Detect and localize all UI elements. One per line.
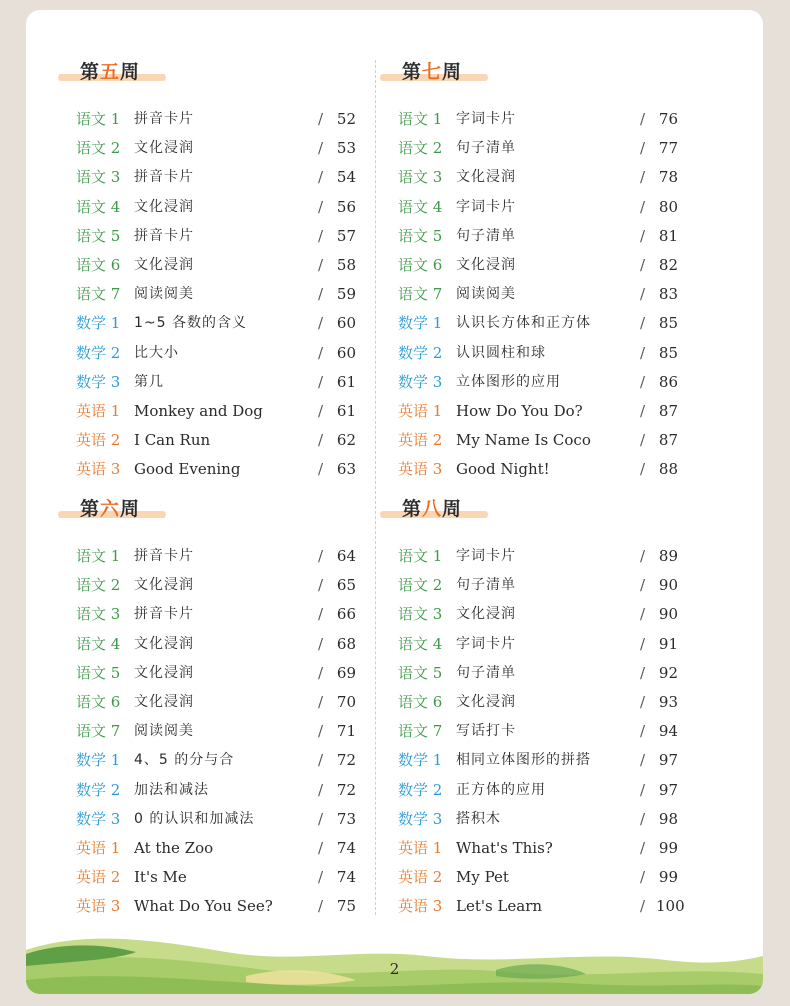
page-separator: /	[640, 780, 646, 799]
entry-title: 阅读阅美	[456, 286, 516, 303]
toc-entry[interactable]	[398, 691, 688, 713]
subject-label: 数学 1	[398, 751, 443, 770]
subject-label: 语文 5	[76, 663, 121, 682]
entry-title: 文化浸润	[134, 140, 194, 157]
week-heading-highlight	[402, 57, 462, 84]
subject-label: 英语 3	[76, 460, 121, 479]
week-suffix: 周	[442, 61, 463, 83]
toc-entry[interactable]	[76, 429, 366, 451]
page-ref: 82	[658, 256, 678, 274]
subject-label: 语文 2	[398, 139, 443, 158]
page-separator: /	[318, 197, 324, 216]
entry-title: 立体图形的应用	[456, 373, 561, 390]
toc-entry[interactable]	[398, 779, 688, 801]
week-heading-highlight	[402, 494, 462, 521]
entry-title: 字词卡片	[456, 198, 516, 215]
toc-entry[interactable]	[76, 400, 366, 422]
page-separator: /	[640, 343, 646, 362]
entry-title: How Do You Do?	[456, 402, 583, 420]
entry-title: 文化浸润	[134, 257, 194, 273]
page-ref: 53	[336, 139, 356, 158]
toc-entry[interactable]	[76, 633, 366, 655]
page-ref: 72	[336, 780, 356, 799]
subject-label: 语文 3	[76, 605, 121, 624]
subject-label: 数学 1	[398, 314, 443, 333]
toc-entry[interactable]	[76, 108, 366, 130]
page-separator: /	[318, 897, 324, 916]
page-ref: 98	[658, 809, 678, 828]
entry-title: 0 的认识和加减法	[134, 810, 255, 827]
page-separator: /	[318, 868, 324, 887]
subject-label: 语文 6	[76, 256, 121, 274]
page-separator: /	[640, 576, 646, 595]
entry-title: Let's Learn	[456, 897, 543, 916]
page-separator: /	[640, 197, 646, 216]
page-separator: /	[640, 722, 646, 741]
entry-title: 字词卡片	[456, 635, 516, 652]
page-ref: 73	[336, 809, 356, 828]
toc-entry[interactable]	[76, 254, 366, 276]
toc-entry[interactable]	[398, 720, 688, 742]
page-ref: 56	[336, 197, 356, 216]
subject-label: 语文 3	[398, 605, 443, 624]
page-separator: /	[640, 139, 646, 158]
page-ref: 71	[336, 722, 356, 741]
page-separator: /	[640, 809, 646, 828]
toc-entry[interactable]	[76, 371, 366, 393]
subject-label: 语文 4	[76, 634, 121, 653]
entry-title: 文化浸润	[134, 198, 194, 215]
entry-title: 阅读阅美	[134, 286, 194, 303]
page-ref: 72	[336, 751, 356, 770]
page-ref: 80	[658, 197, 678, 216]
toc-entry[interactable]	[76, 225, 366, 247]
toc-entry[interactable]	[76, 458, 366, 480]
page-ref: 91	[658, 634, 678, 653]
page-ref: 61	[336, 372, 356, 391]
subject-label: 英语 1	[76, 402, 121, 420]
week-suffix: 周	[120, 61, 141, 83]
page-separator: /	[640, 634, 646, 653]
entry-title: 拼音卡片	[134, 111, 194, 127]
entry-title: 拼音卡片	[134, 227, 194, 244]
toc-entry[interactable]	[398, 633, 688, 655]
page-separator: /	[640, 605, 646, 624]
page-ref: 90	[658, 576, 678, 595]
page-ref: 81	[658, 226, 678, 245]
entry-title: 1~5 各数的含义	[134, 315, 247, 332]
page-ref: 90	[658, 605, 678, 624]
page-ref: 88	[658, 460, 678, 479]
entry-title: 加法和减法	[134, 781, 209, 798]
subject-label: 数学 3	[398, 372, 443, 391]
page-separator: /	[318, 343, 324, 362]
entry-title: 相同立体图形的拼搭	[456, 752, 591, 769]
page-separator: /	[318, 722, 324, 741]
page-separator: /	[640, 256, 646, 274]
page-separator: /	[640, 226, 646, 245]
entry-title: 比大小	[134, 344, 179, 361]
page-ref: 86	[658, 372, 678, 391]
page-ref: 97	[658, 751, 678, 770]
entry-title: 拼音卡片	[134, 169, 194, 186]
subject-label: 语文 4	[76, 197, 121, 216]
toc-entry[interactable]	[398, 662, 688, 684]
page-separator: /	[318, 110, 324, 128]
subject-label: 语文 5	[398, 663, 443, 682]
page-number: 2	[389, 960, 400, 978]
week-heading-highlight	[80, 494, 140, 521]
week-heading-highlight	[80, 57, 140, 84]
entry-title: 正方体的应用	[456, 781, 546, 798]
page-ref: 92	[658, 663, 678, 682]
toc-entry[interactable]	[398, 895, 688, 917]
page-ref: 87	[658, 402, 678, 420]
toc-entry[interactable]	[76, 662, 366, 684]
subject-label: 语文 2	[76, 139, 121, 158]
page-separator: /	[318, 547, 324, 565]
entry-title: My Name Is Coco	[456, 431, 591, 450]
page-separator: /	[318, 663, 324, 682]
page-ref: 57	[336, 226, 356, 245]
subject-label: 语文 3	[398, 168, 443, 187]
toc-entry[interactable]	[398, 808, 688, 830]
entry-title: 4、5 的分与合	[134, 752, 235, 769]
toc-entry[interactable]	[398, 866, 688, 888]
page-separator: /	[640, 868, 646, 887]
page-ref: 62	[336, 431, 356, 450]
toc-entry[interactable]	[398, 254, 688, 276]
page-ref: 69	[336, 663, 356, 682]
week-prefix: 第	[80, 498, 101, 520]
entry-title: Good Evening	[134, 460, 241, 479]
subject-label: 语文 2	[398, 576, 443, 595]
toc-entry[interactable]	[398, 283, 688, 305]
page-separator: /	[640, 751, 646, 770]
column-divider	[375, 60, 376, 915]
page-separator: /	[318, 751, 324, 770]
entry-title: 搭积木	[456, 810, 501, 827]
page-separator: /	[318, 809, 324, 828]
page-separator: /	[318, 285, 324, 304]
toc-entry[interactable]	[398, 342, 688, 364]
entry-title: 文化浸润	[456, 694, 516, 710]
toc-entry[interactable]	[398, 400, 688, 422]
subject-label: 英语 3	[398, 897, 443, 916]
subject-label: 数学 2	[398, 780, 443, 799]
toc-entry[interactable]	[76, 749, 366, 771]
page-separator: /	[640, 663, 646, 682]
entry-title: At the Zoo	[134, 839, 214, 857]
week-heading	[402, 494, 462, 524]
subject-label: 语文 6	[398, 693, 443, 711]
toc-entry[interactable]	[398, 196, 688, 218]
subject-label: 语文 5	[76, 226, 121, 245]
page-ref: 89	[658, 547, 678, 565]
subject-label: 语文 6	[76, 693, 121, 711]
toc-entry[interactable]	[398, 312, 688, 334]
page-separator: /	[318, 634, 324, 653]
toc-entry[interactable]	[398, 603, 688, 625]
week-number: 五	[100, 61, 121, 83]
week-heading	[80, 57, 140, 87]
week-prefix: 第	[402, 61, 423, 83]
subject-label: 数学 1	[76, 314, 121, 333]
page-ref: 99	[658, 839, 678, 857]
page-ref: 59	[336, 285, 356, 304]
entry-title: What's This?	[456, 839, 553, 857]
page-separator: /	[640, 372, 646, 391]
page-ref: 70	[336, 693, 356, 711]
entry-title: 拼音卡片	[134, 606, 194, 623]
page-separator: /	[640, 460, 646, 479]
subject-label: 语文 7	[398, 285, 443, 304]
toc-entry[interactable]	[76, 808, 366, 830]
toc-entry[interactable]	[398, 166, 688, 188]
page-separator: /	[318, 314, 324, 333]
entry-title: 文化浸润	[134, 664, 194, 681]
entry-title: 句子清单	[456, 227, 516, 244]
entry-title: 字词卡片	[456, 548, 516, 564]
subject-label: 语文 7	[76, 722, 121, 741]
toc-entry[interactable]	[398, 108, 688, 130]
entry-title: My Pet	[456, 868, 509, 887]
page-separator: /	[318, 693, 324, 711]
page-separator: /	[318, 431, 324, 450]
subject-label: 语文 1	[398, 547, 443, 565]
page-ref: 66	[336, 605, 356, 624]
toc-entry[interactable]	[398, 371, 688, 393]
page-ref: 87	[658, 431, 678, 450]
entry-title: 文化浸润	[456, 606, 516, 623]
page-ref: 75	[336, 897, 356, 916]
subject-label: 语文 1	[398, 110, 443, 128]
subject-label: 语文 4	[398, 197, 443, 216]
toc-page	[26, 10, 763, 994]
page-separator: /	[640, 110, 646, 128]
page-ref: 64	[336, 547, 356, 565]
entry-title: 认识长方体和正方体	[456, 315, 591, 332]
toc-entry[interactable]	[76, 895, 366, 917]
page-ref: 99	[658, 868, 678, 887]
page-separator: /	[640, 168, 646, 187]
subject-label: 语文 1	[76, 547, 121, 565]
page-separator: /	[640, 314, 646, 333]
toc-entry[interactable]	[76, 720, 366, 742]
page-separator: /	[640, 547, 646, 565]
entry-title: 第几	[134, 373, 164, 390]
toc-entry[interactable]	[398, 749, 688, 771]
entry-title: Good Night!	[456, 460, 550, 479]
toc-entry[interactable]	[76, 196, 366, 218]
subject-label: 语文 2	[76, 576, 121, 595]
page-separator: /	[318, 402, 324, 420]
page-ref: 68	[336, 634, 356, 653]
entry-title: 写话打卡	[456, 723, 516, 740]
toc-entry[interactable]	[76, 283, 366, 305]
entry-title: 句子清单	[456, 140, 516, 157]
toc-entry[interactable]	[398, 137, 688, 159]
entry-title: 拼音卡片	[134, 548, 194, 564]
toc-entry[interactable]	[76, 603, 366, 625]
week-prefix: 第	[80, 61, 101, 83]
subject-label: 语文 7	[398, 722, 443, 741]
subject-label: 数学 2	[398, 343, 443, 362]
entry-title: 句子清单	[456, 664, 516, 681]
subject-label: 英语 2	[76, 868, 121, 887]
subject-label: 语文 6	[398, 256, 443, 274]
page-ref: 74	[336, 839, 356, 857]
toc-entry[interactable]	[398, 545, 688, 567]
entry-title: 文化浸润	[134, 577, 194, 594]
toc-entry[interactable]	[398, 458, 688, 480]
page-separator: /	[640, 897, 646, 916]
entry-title: 文化浸润	[456, 169, 516, 186]
entry-title: 阅读阅美	[134, 723, 194, 740]
page-separator: /	[318, 256, 324, 274]
page-separator: /	[318, 226, 324, 245]
week-heading	[80, 494, 140, 524]
subject-label: 英语 3	[76, 897, 121, 916]
page-separator: /	[640, 285, 646, 304]
week-suffix: 周	[120, 498, 141, 520]
subject-label: 英语 1	[398, 402, 443, 420]
week-number: 七	[422, 61, 443, 83]
subject-label: 英语 1	[398, 839, 443, 857]
toc-entry[interactable]	[398, 574, 688, 596]
page-ref: 93	[658, 693, 678, 711]
subject-label: 数学 1	[76, 751, 121, 770]
entry-title: 文化浸润	[456, 257, 516, 273]
entry-title: 认识圆柱和球	[456, 344, 546, 361]
page-ref: 52	[336, 110, 356, 128]
subject-label: 英语 1	[76, 839, 121, 857]
toc-entry[interactable]	[76, 691, 366, 713]
page-separator: /	[318, 780, 324, 799]
page-ref: 83	[658, 285, 678, 304]
toc-entry[interactable]	[398, 225, 688, 247]
subject-label: 语文 3	[76, 168, 121, 187]
page-ref: 58	[336, 256, 356, 274]
entry-title: Monkey and Dog	[134, 402, 263, 420]
page-separator: /	[318, 605, 324, 624]
entry-title: 文化浸润	[134, 694, 194, 710]
page-ref: 60	[336, 314, 356, 333]
entry-title: 句子清单	[456, 577, 516, 594]
page-ref: 94	[658, 722, 678, 741]
week-prefix: 第	[402, 498, 423, 520]
page-ref: 97	[658, 780, 678, 799]
toc-entry[interactable]	[76, 312, 366, 334]
page-separator: /	[318, 460, 324, 479]
subject-label: 语文 1	[76, 110, 121, 128]
page-ref: 63	[336, 460, 356, 479]
week-number: 六	[100, 498, 121, 520]
page-ref: 54	[336, 168, 356, 187]
toc-entry[interactable]	[76, 166, 366, 188]
entry-title: What Do You See?	[134, 897, 273, 916]
toc-entry[interactable]	[76, 545, 366, 567]
page-separator: /	[318, 168, 324, 187]
page-ref: 100	[656, 897, 685, 916]
page-separator: /	[318, 372, 324, 391]
page-ref: 85	[658, 343, 678, 362]
toc-entry[interactable]	[398, 429, 688, 451]
page-separator: /	[318, 139, 324, 158]
entry-title: 字词卡片	[456, 111, 516, 127]
page-ref: 65	[336, 576, 356, 595]
subject-label: 数学 3	[76, 809, 121, 828]
page-separator: /	[640, 431, 646, 450]
toc-entry[interactable]	[76, 779, 366, 801]
toc-entry[interactable]	[76, 342, 366, 364]
subject-label: 数学 2	[76, 343, 121, 362]
subject-label: 英语 2	[398, 431, 443, 450]
subject-label: 英语 3	[398, 460, 443, 479]
page-ref: 85	[658, 314, 678, 333]
week-suffix: 周	[442, 498, 463, 520]
subject-label: 语文 4	[398, 634, 443, 653]
subject-label: 数学 2	[76, 780, 121, 799]
subject-label: 英语 2	[398, 868, 443, 887]
page-separator: /	[640, 402, 646, 420]
page-ref: 60	[336, 343, 356, 362]
toc-entry[interactable]	[76, 866, 366, 888]
toc-entry[interactable]	[76, 137, 366, 159]
toc-entry[interactable]	[398, 837, 688, 859]
subject-label: 数学 3	[398, 809, 443, 828]
subject-label: 语文 7	[76, 285, 121, 304]
subject-label: 语文 5	[398, 226, 443, 245]
page-separator: /	[640, 693, 646, 711]
subject-label: 英语 2	[76, 431, 121, 450]
entry-title: It's Me	[134, 868, 187, 887]
week-heading	[402, 57, 462, 87]
toc-entry[interactable]	[76, 574, 366, 596]
page-separator: /	[318, 839, 324, 857]
page-separator: /	[318, 576, 324, 595]
entry-title: I Can Run	[134, 431, 211, 450]
page-separator: /	[640, 839, 646, 857]
week-number: 八	[422, 498, 443, 520]
page-ref: 78	[658, 168, 678, 187]
page-ref: 76	[658, 110, 678, 128]
subject-label: 数学 3	[76, 372, 121, 391]
page-ref: 74	[336, 868, 356, 887]
toc-entry[interactable]	[76, 837, 366, 859]
page-ref: 77	[658, 139, 678, 158]
page-ref: 61	[336, 402, 356, 420]
entry-title: 文化浸润	[134, 635, 194, 652]
